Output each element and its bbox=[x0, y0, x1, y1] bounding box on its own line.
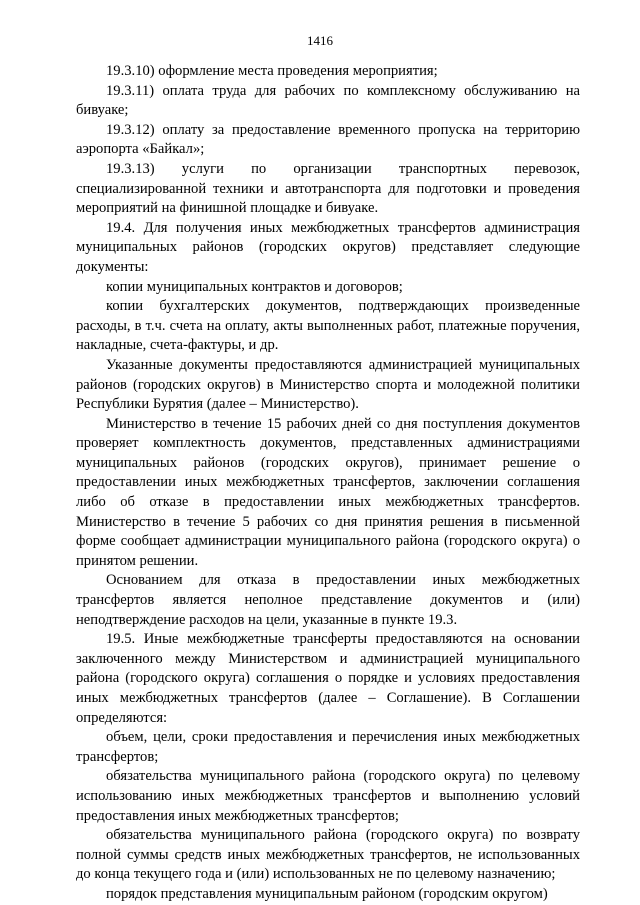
paragraph-19-3-10: 19.3.10) оформление места проведения мероприятия; bbox=[106, 63, 438, 79]
paragraph-19-3-13: 19.3.13) услуги по организации транспортных перевозок, специализированной техники и автотранспорта для подготовки и проведения мероприятий на финишной площадке и бивуаке. bbox=[76, 160, 580, 217]
paragraph-19-3-12: 19.3.12) оплату за предоставление временного пропуска на территорию аэропорта «Байкал»; bbox=[76, 121, 580, 158]
list-item-amount-goals-terms: объем, цели, сроки предоставления и перечисления иных межбюджетных трансфертов; bbox=[76, 729, 580, 765]
list-item-reporting-procedure: порядок представления муниципальным районом (городским округом) bbox=[106, 885, 548, 902]
paragraph-ministry-review: Министерство в течение 15 рабочих дней со дня поступления документов проверяет комплектность документов, представленных администрациями муниципальных районов (городских округов), принимает решение о предоставлении иных межбюджетных трансфертов, заключении соглашения либо об отказе в предоставлении иных межбюджетных трансфертов. Министерство в течение 5 рабочих со дня принятия решения в письменной форме сообщает администрации муниципального района (городского округа) о принятом решении. bbox=[76, 415, 580, 569]
paragraph-19-5: 19.5. Иные межбюджетные трансферты предоставляются на основании заключенного между Министерством и администрацией муниципального района (городского округа) соглашения о порядке и условиях предоставления иных межбюджетных трансфертов (далее – Соглашение). В Соглашении определяются: bbox=[76, 631, 580, 726]
list-item-accounting-documents: копии бухгалтерских документов, подтверждающих произведенные расходы, в т.ч. счета на оплату, акты выполненных работ, платежные поручения, накладные, счета-фактуры, и др. bbox=[76, 298, 580, 354]
paragraph-refusal-grounds: Основанием для отказа в предоставлении иных межбюджетных трансфертов является неполное представление документов и (или) неподтверждение расходов на цели, указанные в пункте 19.3. bbox=[76, 572, 580, 628]
paragraph-19-3-11: 19.3.11) оплата труда для рабочих по комплексному обслуживанию на бивуаке; bbox=[76, 82, 580, 119]
page-number: 1416 bbox=[307, 33, 333, 48]
list-item-return-obligations: обязательства муниципального района (городского округа) по возврату полной суммы средств иных межбюджетных трансфертов, не использованных до конца текущего года и (или) использованных не по целевому назначению; bbox=[76, 827, 580, 883]
list-item-targeted-use-obligations: обязательства муниципального района (городского округа) по целевому использованию иных межбюджетных трансфертов и выполнению условий предоставления иных межбюджетных трансфертов; bbox=[76, 768, 580, 824]
paragraph-19-4: 19.4. Для получения иных межбюджетных трансфертов администрация муниципальных районов (городских округов) представляет следующие документы: bbox=[76, 219, 580, 275]
list-item-contracts: копии муниципальных контрактов и договоров; bbox=[106, 278, 403, 295]
paragraph-documents-submission: Указанные документы предоставляются администрацией муниципальных районов (городских округов) в Министерство спорта и молодежной политики Республики Бурятия (далее – Министерство). bbox=[76, 356, 580, 413]
document-body bbox=[76, 62, 580, 905]
